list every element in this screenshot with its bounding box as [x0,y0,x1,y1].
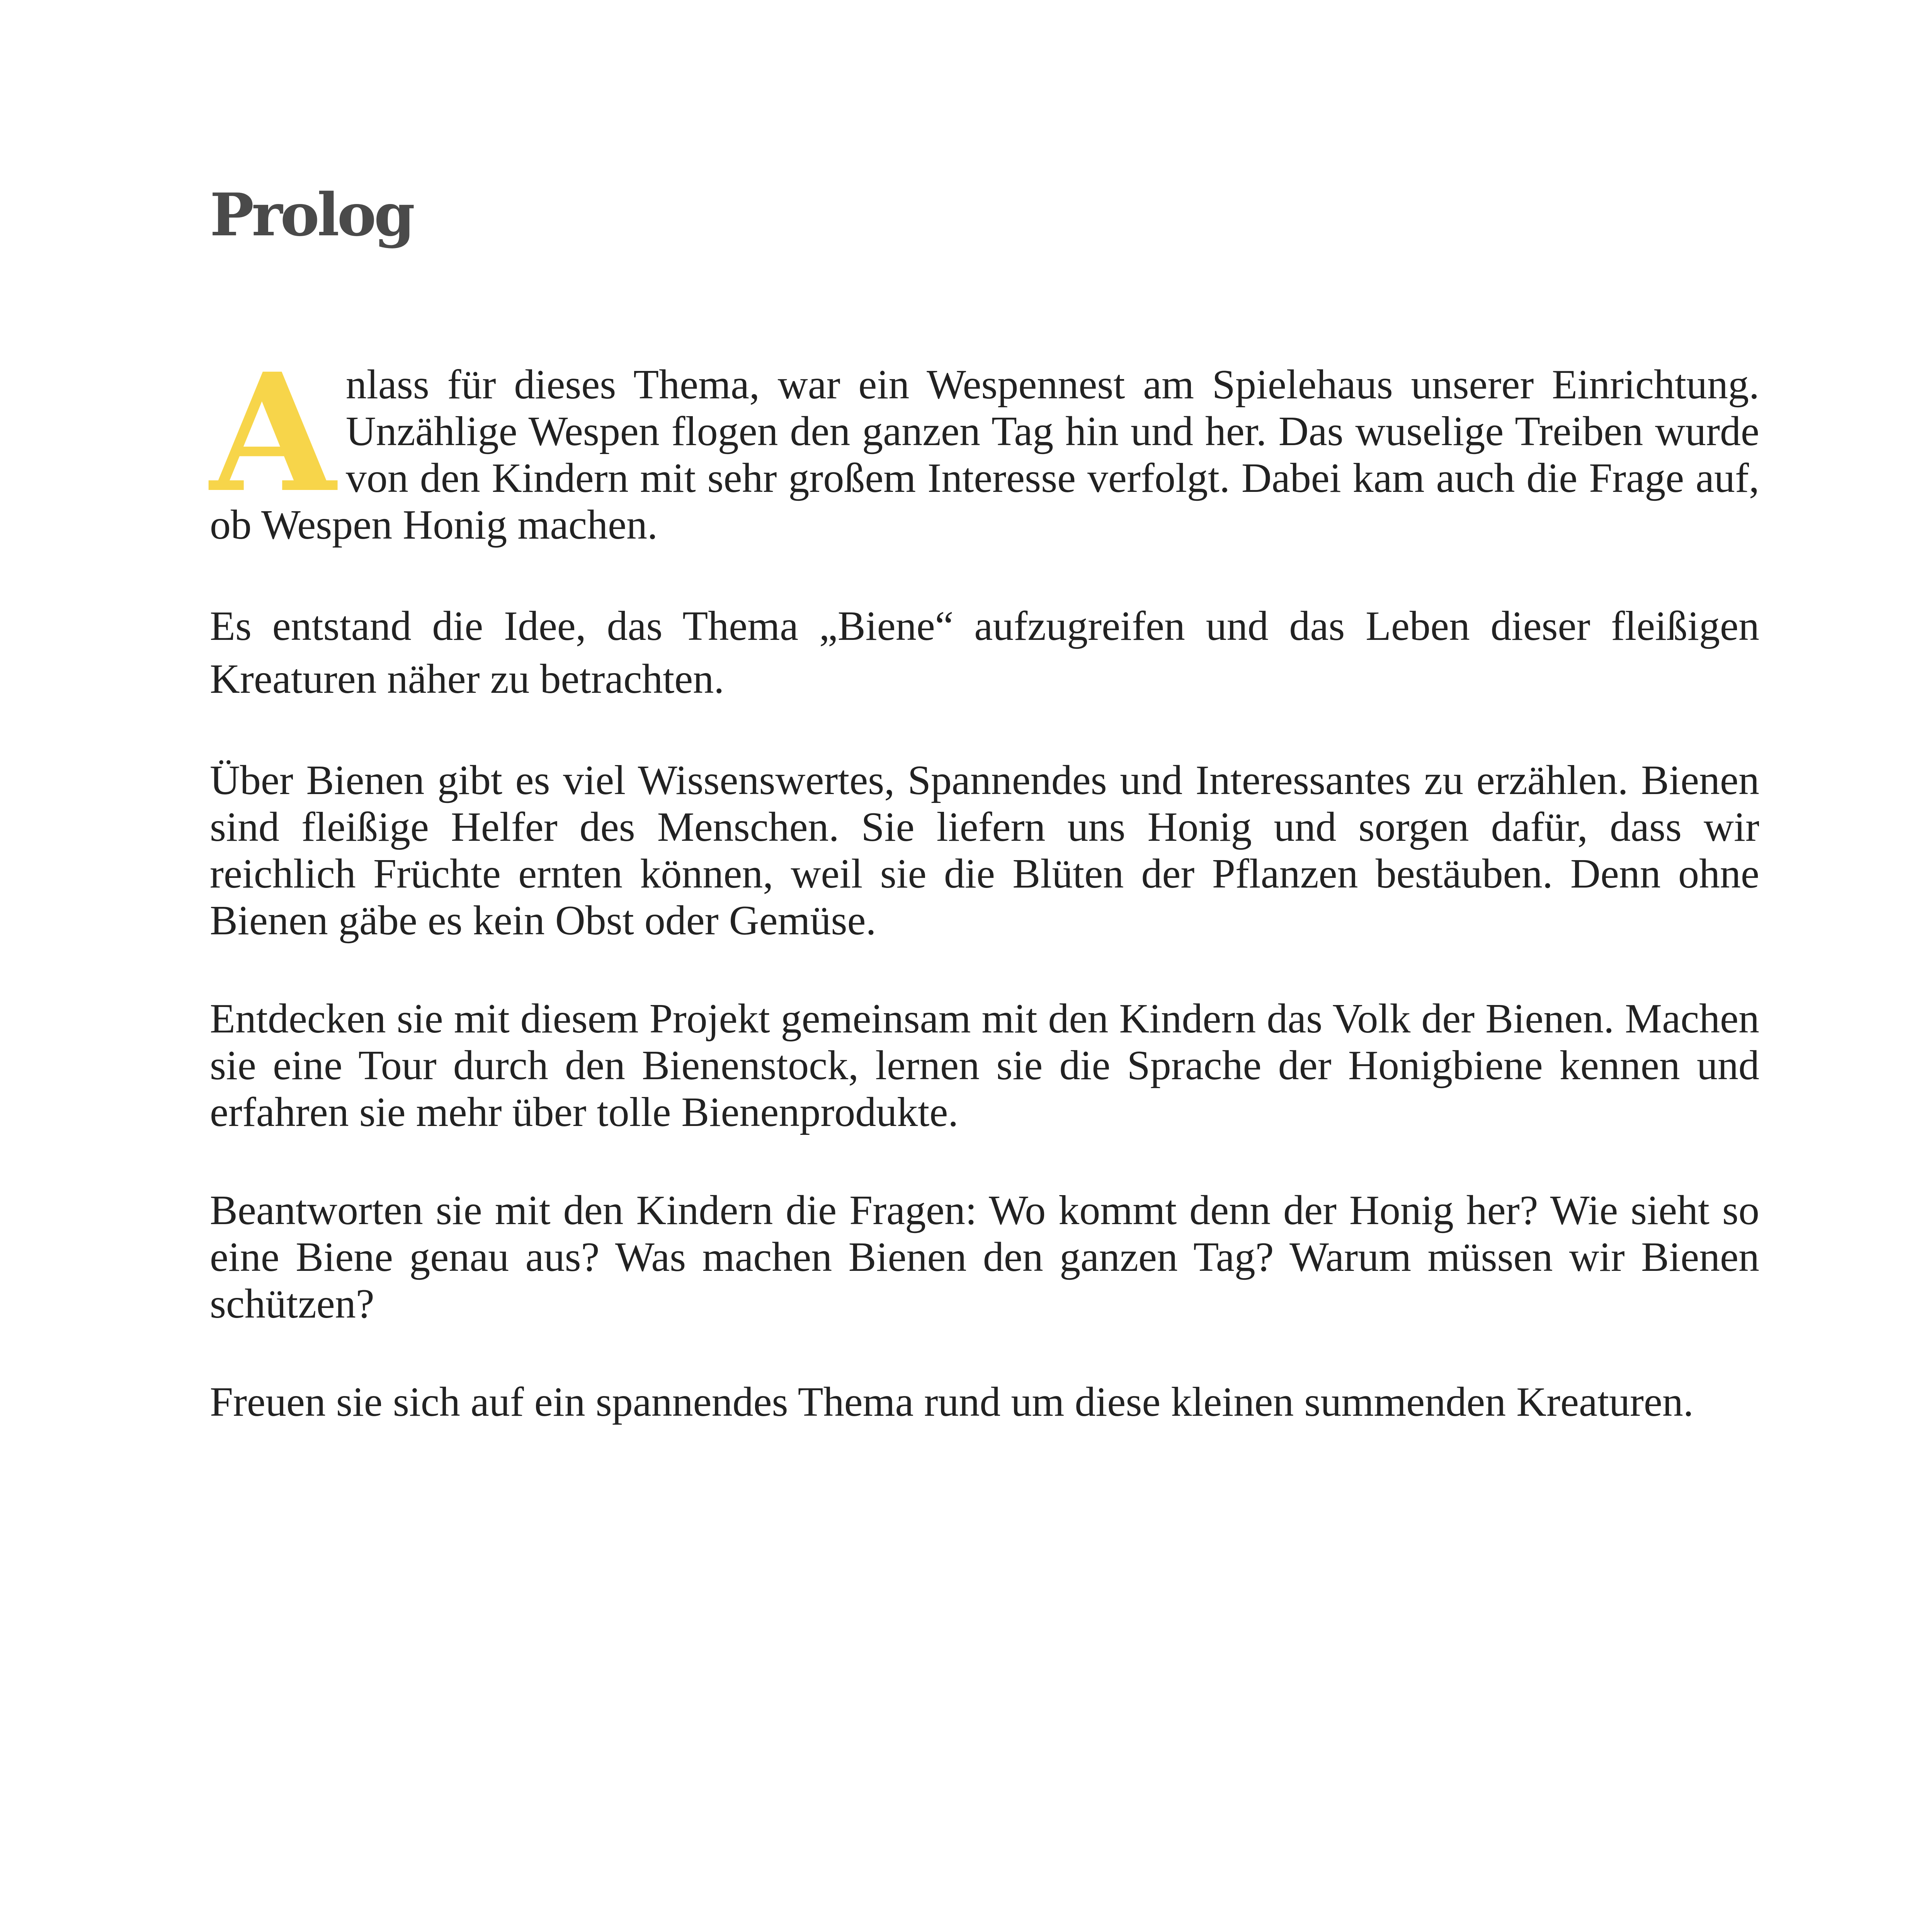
paragraph-6: Freuen sie sich auf ein spannendes Thema rund um diese kleinen summenden Kreaturen. [210,1379,1694,1425]
paragraph-4: Entdecken sie mit diesem Projekt gemeinsam mit den Kindern das Volk der Bienen. Machen sie eine Tour durch den Bienenstock, lernen sie die Sprache der Honigbiene kennen und erfahren sie mehr über tolle Bienenprodukte. [210,996,1759,1135]
paragraph-5: Beantworten sie mit den Kindern die Fragen: Wo kommt denn der Honig her? Wie sieht so eine Biene genau aus? Was machen Bienen den ganzen Tag? Warum müssen wir Bienen schützen? [210,1187,1759,1327]
page-title: Prolog [210,180,413,249]
paragraph-3: Über Bienen gibt es viel Wissenswertes, Spannendes und Interessantes zu erzählen. Bienen sind fleißige Helfer des Menschen. Sie liefern uns Honig und sorgen dafür, dass wir reichlich Früchte ernten können, weil sie die Blüten der Pflanzen bestäuben. Denn ohne Bienen gäbe es kein Obst oder Gemüse. [210,757,1759,944]
paragraph-2: Es entstand die Idee, das Thema „Biene“ aufzugreifen und das Leben dieser fleißigen Kreaturen näher zu betrachten. [210,603,1759,702]
drop-cap: A [210,338,336,529]
prolog-body [210,338,1759,1477]
paragraph-1-text: nlass für dieses Thema, war ein Wespennest am Spielehaus unserer Einrichtung. Unzählige Wespen flogen den ganzen Tag hin und her. Das wuselige Treiben wurde von den Kindern mit sehr großem Interesse verfolgt. Dabei kam auch die Frage auf, ob Wespen Honig machen. [210,362,1759,548]
paragraph-1 [210,338,1759,548]
